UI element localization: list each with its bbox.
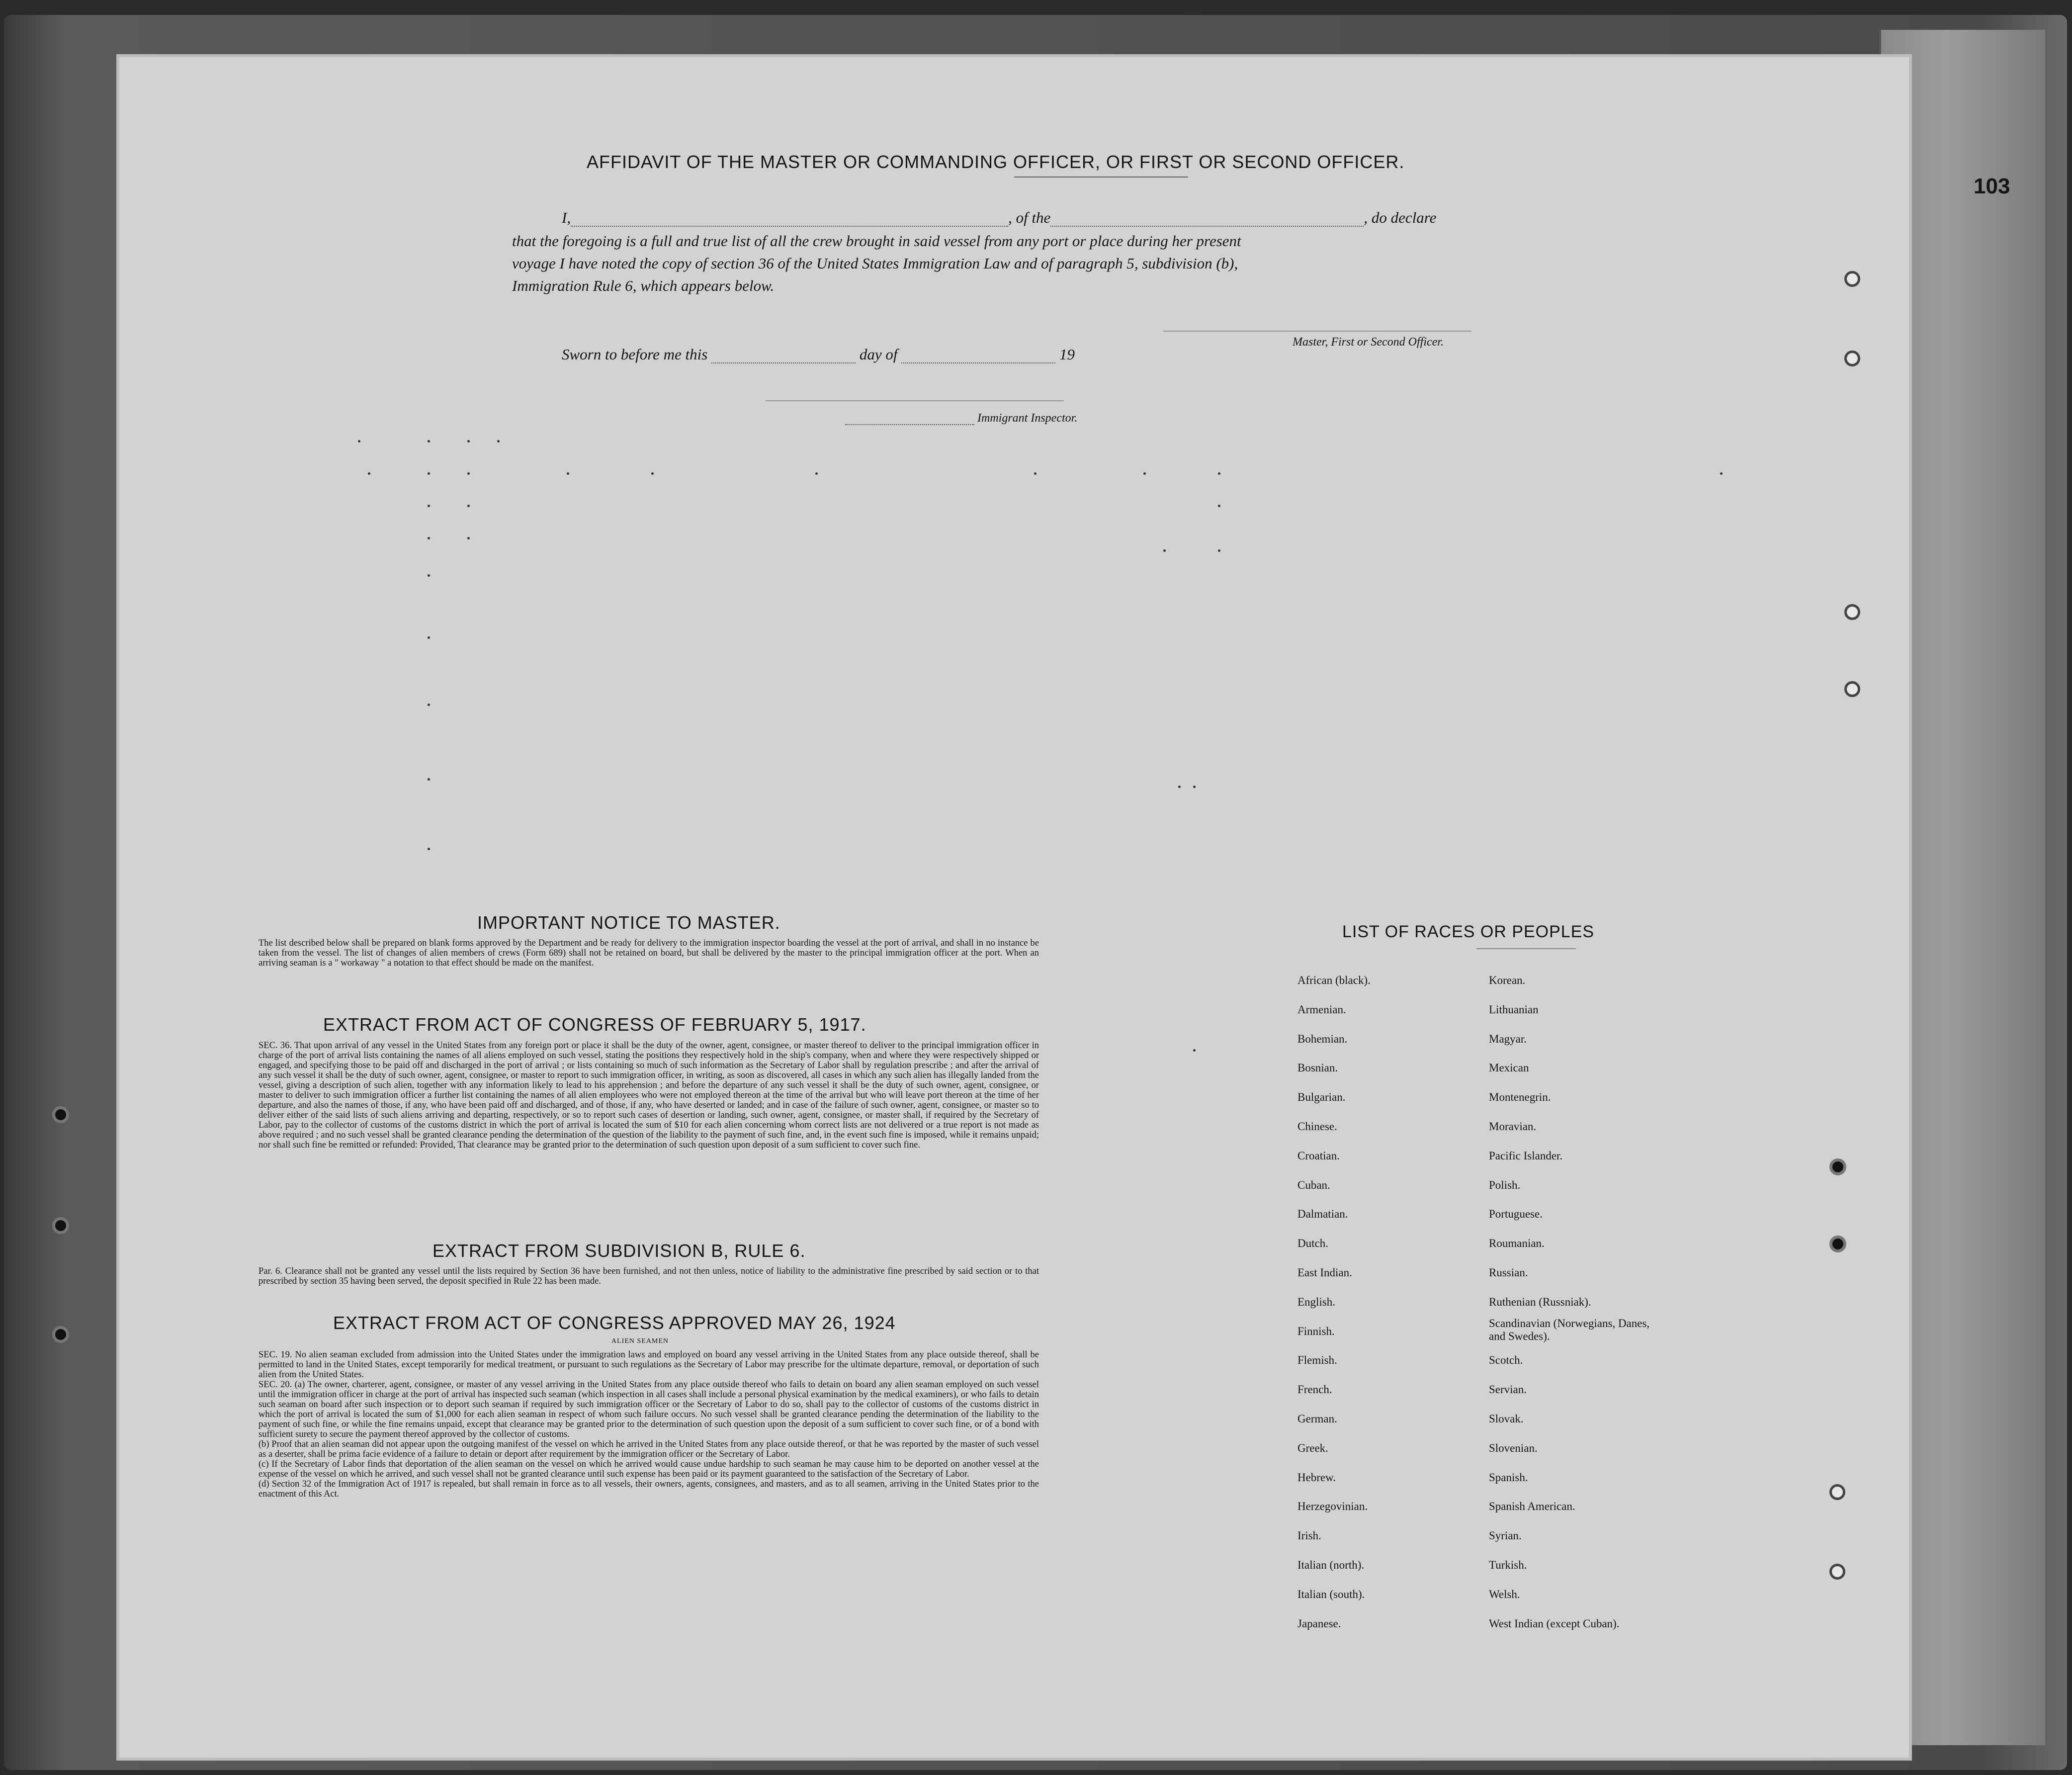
- binder-hole: [52, 1106, 69, 1123]
- document-sheet: [119, 57, 2010, 1758]
- extract-1924-body: [259, 1350, 1039, 1499]
- form-dot: [428, 704, 430, 706]
- race-item: Polish.: [1489, 1178, 1521, 1191]
- race-item: Magyar.: [1489, 1032, 1527, 1045]
- sec-20b-paragraph: (b) Proof that an alien seaman did not appear upon the outgoing manifest of the vessel on which he arrived in the United States from any place outside thereof, or that he was reported by the master of such vessel as a deserter, shall be prima facie evidence of a failure to detain or deport after requirement by the immigration officer or the Secretary of Labor.: [259, 1439, 1039, 1459]
- form-dot: [428, 848, 430, 850]
- race-item: Servian.: [1489, 1383, 1527, 1396]
- binder-hole: [1844, 681, 1860, 697]
- race-item: Italian (north).: [1297, 1558, 1365, 1571]
- race-item: Italian (south).: [1297, 1588, 1365, 1600]
- races-heading-underline: [1476, 948, 1576, 949]
- inspector-blank[interactable]: [845, 415, 974, 425]
- race-item: Armenian.: [1297, 1003, 1346, 1016]
- form-dot: [428, 472, 430, 475]
- race-item: Bulgarian.: [1297, 1091, 1346, 1104]
- race-item: Cuban.: [1297, 1178, 1330, 1191]
- inspector-line: [845, 412, 1077, 425]
- alien-seamen-subheading: ALIEN SEAMEN: [611, 1337, 669, 1345]
- form-dot: [428, 574, 430, 577]
- race-item: Slovak.: [1489, 1412, 1524, 1425]
- race-item: Scandinavian (Norwegians, Danes, and Swedes).: [1489, 1317, 1650, 1342]
- form-dot: [1143, 472, 1146, 475]
- race-item: Pacific Islander.: [1489, 1149, 1563, 1162]
- race-item: French.: [1297, 1383, 1332, 1396]
- notice-text: The list described below shall be prepared on blank forms approved by the Department and be ready for delivery to the immigration inspector boarding the vessel at the port of arrival, and shall in no instance be taken from the vessel. The list of changes of alien members of crews (Form 689) shall not be retained on board, but shall be delivered by the master to the principal immigration officer at the port. When an arriving seaman is a " workaway " a notation to that effect should be made on the manifest.: [259, 938, 1039, 968]
- race-item: Dutch.: [1297, 1237, 1328, 1250]
- sworn-label: Sworn to before me this: [562, 346, 708, 363]
- vessel-blank[interactable]: [1050, 213, 1364, 227]
- races-heading: LIST OF RACES OR PEOPLES: [1342, 922, 1595, 941]
- race-item: Lithuanian: [1489, 1003, 1539, 1016]
- race-item: Welsh.: [1489, 1588, 1520, 1600]
- races-column-1: [1297, 966, 1371, 1638]
- form-dot: [1218, 472, 1220, 475]
- binder-hole: [1829, 1236, 1846, 1252]
- race-item: Mexican: [1489, 1062, 1529, 1074]
- race-item: Spanish.: [1489, 1471, 1528, 1484]
- race-item: German.: [1297, 1412, 1337, 1425]
- race-item: Bosnian.: [1297, 1062, 1338, 1074]
- form-dot: [428, 636, 430, 639]
- notice-heading: IMPORTANT NOTICE TO MASTER.: [477, 912, 780, 933]
- race-item: Moravian.: [1489, 1120, 1537, 1133]
- race-item: Slovenian.: [1489, 1441, 1538, 1454]
- race-item: Scotch.: [1489, 1354, 1523, 1367]
- race-item: English.: [1297, 1295, 1336, 1308]
- extract-1917-text: SEC. 36. That upon arrival of any vessel in the United States from any foreign port or place it shall be the duty of the owner, agent, consignee, or master thereof to deliver to the principal immigration officer in charge of the port of arrival lists containing the names of all aliens employed on such vessel, stating the positions they respectively hold in the ship's company, when and where they were respectively shipped or engaged, and specifying those to be paid off and discharged in the port of arrival ; or lists containing so much of such information as the Secretary of Labor shall by regulation prescribe ; and after the arrival of any such vessel it shall be the duty of such owner, agent, consignee, or master to report to such immigration officer, in writing, as soon as discovered, all cases in which any such alien has illegally landed from the vessel, giving a description of such alien, together with any information likely to lead to his apprehension ; and before the departure of any such vessel it shall be the duty of such owner, agent, consignee, or master to deliver to such immigration officer a further list containing the names of all alien employees who were not employed thereon at the time of the arrival but who will leave port thereon at the time of her departure, and also the names of those, if any, who have been paid off and discharged, and of those, if any, who have deserted or landed; and in case of the failure of such owner, agent, consignee, or master so to deliver either of the said lists of such aliens arriving and departing, respectively, or so to report such cases of desertion or landing, such owner, agent, consignee, or master shall, if required by the Secretary of Labor, pay to the collector of customs of the customs district in which the port of arrival is located the sum of $10 for each alien concerning whom correct lists are not delivered or a true report is not made as above required ; and no such vessel shall be granted clearance pending the determination of the question of the liability to the payment of such fine, and, in the event such fine is imposed, while it remains unpaid; nor shall such fine be remitted or refunded: Provided, That clearance may be granted prior to the determination of such question upon deposit of a sum sufficient to cover such fine.: [259, 1041, 1039, 1150]
- race-item: Turkish.: [1489, 1558, 1527, 1571]
- race-item: Irish.: [1297, 1529, 1321, 1542]
- race-item: Russian.: [1489, 1266, 1528, 1279]
- do-declare-label: , do declare: [1364, 209, 1437, 226]
- form-dot: [497, 440, 500, 443]
- binder-hole: [1829, 1158, 1846, 1175]
- form-dot: [815, 472, 818, 475]
- form-dot: [1193, 1049, 1196, 1052]
- binder-hole: [1829, 1484, 1845, 1500]
- form-dot: [1720, 472, 1723, 475]
- form-dot: [651, 472, 654, 475]
- form-dot: [567, 472, 569, 475]
- form-dot: [1034, 472, 1036, 475]
- sworn-month-blank[interactable]: [901, 350, 1055, 363]
- of-the-label: , of the: [1008, 209, 1051, 226]
- form-dot: [467, 505, 470, 507]
- binder-hole: [1844, 351, 1860, 366]
- sec-20d-paragraph: (d) Section 32 of the Immigration Act of 1917 is repealed, but shall remain in force as to all vessels, their owners, agents, consignees, and masters, and as to all seamen, arriving in the United States prior to the enactment of this Act.: [259, 1479, 1039, 1499]
- subdivision-b-heading: EXTRACT FROM SUBDIVISION B, RULE 6.: [432, 1241, 806, 1261]
- sworn-day-blank[interactable]: [711, 350, 856, 363]
- race-item: Flemish.: [1297, 1354, 1337, 1367]
- race-item: Hebrew.: [1297, 1471, 1336, 1484]
- name-blank[interactable]: [571, 213, 1008, 227]
- form-dot: [467, 537, 470, 539]
- race-item: Syrian.: [1489, 1529, 1522, 1542]
- race-item: Chinese.: [1297, 1120, 1337, 1133]
- race-item: Korean.: [1489, 974, 1526, 986]
- extract-1917-heading: EXTRACT FROM ACT OF CONGRESS OF FEBRUARY 5, 1917.: [323, 1014, 866, 1035]
- sec-19-paragraph: SEC. 19. No alien seaman excluded from admission into the United States under the immigration laws and employed on board any vessel arriving in the United States from any place outside thereof, shall be permitted to land in the United States, except temporarily for medical treatment, or pursuant to such regulations as the Secretary of Labor may prescribe for the ultimate departure, removal, or deportation of such alien from the United States.: [259, 1350, 1039, 1380]
- binder-hole: [1844, 271, 1860, 287]
- race-item: East Indian.: [1297, 1266, 1352, 1279]
- sec-20c-paragraph: (c) If the Secretary of Labor finds that deportation of the alien seaman on the vessel on which he arrived would cause undue hardship to such seaman he may cause him to be deported on another vessel at the expense of the vessel on which he arrived, and such vessel shall not be granted clearance until such expense has been paid or its payment guaranteed to the satisfaction of the Secretary of Labor.: [259, 1459, 1039, 1479]
- year-label: 19: [1059, 346, 1075, 363]
- races-column-2: [1489, 966, 1668, 1638]
- form-dot: [1163, 549, 1166, 552]
- heading-underline: [1014, 177, 1188, 178]
- inspector-label: Immigrant Inspector.: [977, 412, 1078, 425]
- form-dot: [1178, 786, 1181, 788]
- affidavit-heading: AFFIDAVIT OF THE MASTER OR COMMANDING OFFICER, OR FIRST OR SECOND OFFICER.: [587, 152, 1405, 172]
- binder-hole: [1844, 604, 1860, 620]
- race-item: West Indian (except Cuban).: [1489, 1617, 1620, 1630]
- form-dot: [467, 440, 470, 443]
- race-item: Herzegovinian.: [1297, 1500, 1368, 1513]
- declarant-prefix: I,: [562, 209, 571, 226]
- extract-1924-heading: EXTRACT FROM ACT OF CONGRESS APPROVED MAY 26, 1924: [333, 1313, 896, 1333]
- binder-hole: [52, 1326, 69, 1343]
- race-item: Dalmatian.: [1297, 1208, 1348, 1221]
- affidavit-line-1: [562, 209, 1436, 227]
- sec-20a-paragraph: SEC. 20. (a) The owner, charterer, agent, consignee, or master of any vessel arriving in the United States from any place outside thereof who fails to detain on board any alien seaman employed on such vessel until the immigration officer in charge at the port of arrival has inspected such seaman (which inspection in all cases shall include a personal physical examination by the medical examiners), or who fails to detain such seaman on board after such inspection or to deport such seaman if required by such immigration officer or the Secretary of Labor to do so, shall pay to the collector of customs of the customs district in which the port of arrival is located the sum of $1,000 for each alien seaman in respect of whom such failure occurs. No such vessel shall be granted clearance pending the determination of the liability to the payment of such fine, or while the fine remains unpaid, except that clearance may be granted prior to the determination of such question upon the deposit of a sum sufficient to cover such fine, or of a bond with sufficient surety to secure the payment thereof approved by the collector of customs.: [259, 1380, 1039, 1439]
- race-item: Croatian.: [1297, 1149, 1340, 1162]
- binder-hole: [52, 1217, 69, 1234]
- race-item: Roumanian.: [1489, 1237, 1545, 1250]
- form-dot: [1193, 786, 1196, 788]
- affidavit-line-3: voyage I have noted the copy of section 36 of the United States Immigration Law and of paragraph 5, subdivision (b),: [512, 255, 1238, 272]
- form-dot: [1218, 549, 1220, 552]
- race-item: Finnish.: [1297, 1325, 1335, 1337]
- form-dot: [1218, 505, 1220, 507]
- form-dot: [428, 537, 430, 539]
- race-item: Montenegrin.: [1489, 1091, 1551, 1104]
- race-item: Bohemian.: [1297, 1032, 1348, 1045]
- affidavit-line-2: that the foregoing is a full and true list of all the crew brought in said vessel from any port or place during her present: [512, 232, 1241, 250]
- race-item: Portuguese.: [1489, 1208, 1543, 1221]
- form-dot: [428, 505, 430, 507]
- inspector-line-top: [766, 400, 1064, 401]
- race-item: Japanese.: [1297, 1617, 1341, 1630]
- form-dot: [368, 472, 370, 475]
- form-dot: [428, 778, 430, 781]
- signature-line: [1163, 331, 1471, 332]
- sworn-line: [562, 346, 1075, 363]
- subdivision-b-text: Par. 6. Clearance shall not be granted any vessel until the lists required by Section 36 have been furnished, and not then unless, notice of liability to the administrative fine prescribed by said section or to that prescribed by section 35 having been served, the deposit specified in Rule 22 has been made.: [259, 1266, 1039, 1286]
- race-item: Spanish American.: [1489, 1500, 1575, 1513]
- affidavit-line-4: Immigration Rule 6, which appears below.: [512, 277, 775, 294]
- form-dot: [467, 472, 470, 475]
- form-dot: [358, 440, 360, 443]
- race-item: Ruthenian (Russniak).: [1489, 1295, 1591, 1308]
- page-number: 103: [1974, 174, 2010, 198]
- binder-hole: [1829, 1564, 1845, 1580]
- master-signature-label: Master, First or Second Officer.: [1293, 336, 1444, 349]
- day-of-label: day of: [859, 346, 898, 363]
- form-dot: [428, 440, 430, 443]
- race-item: Greek.: [1297, 1441, 1328, 1454]
- race-item: African (black).: [1297, 974, 1371, 986]
